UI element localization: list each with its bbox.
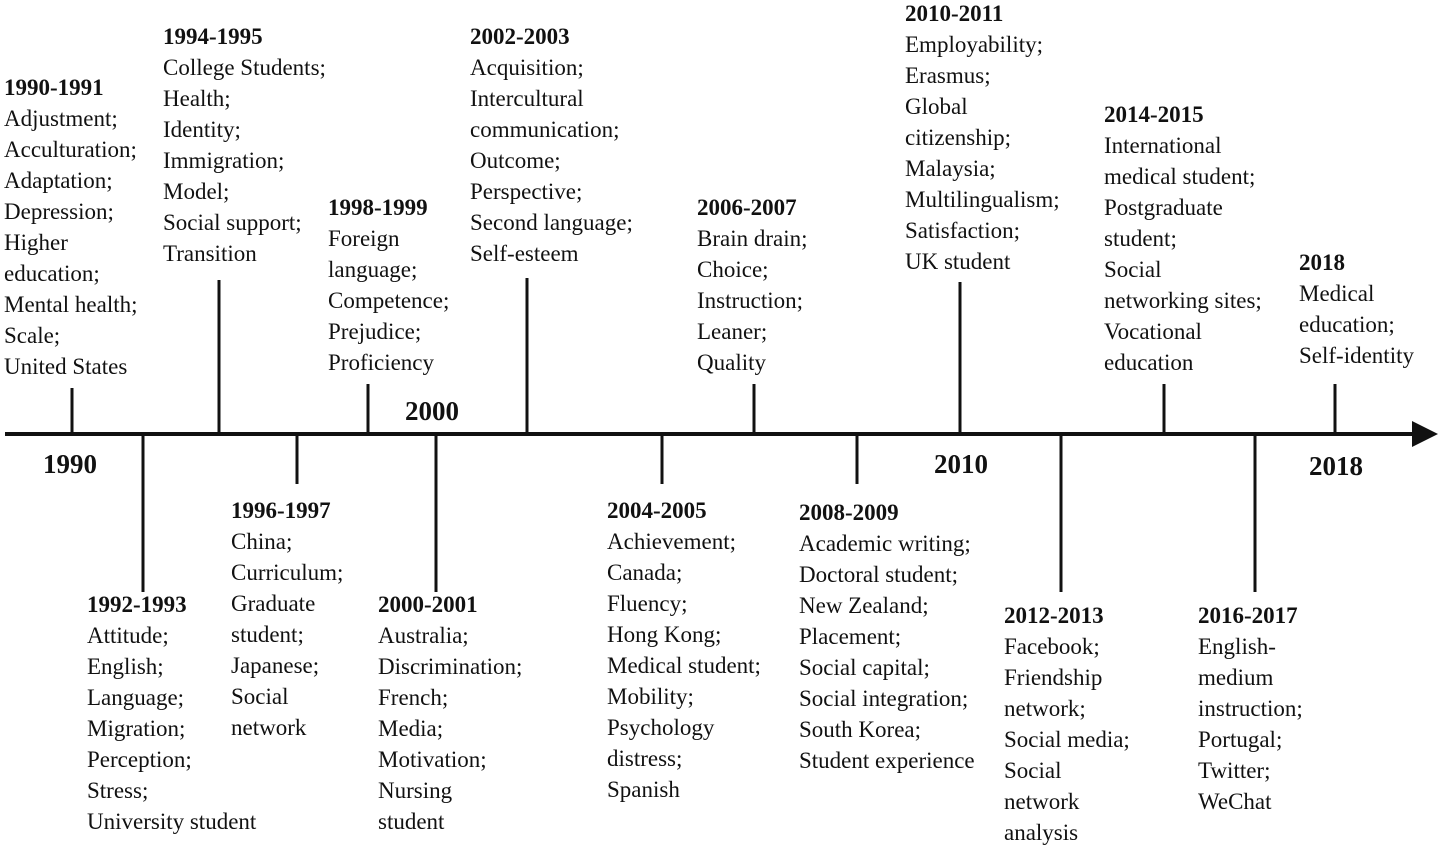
keyword: Erasmus; [905, 63, 991, 88]
keyword: Mental health; [4, 292, 138, 317]
keyword: Migration; [87, 716, 186, 741]
keyword: Twitter; [1198, 758, 1271, 783]
keyword: English; [87, 654, 164, 679]
keyword-list [1299, 278, 1414, 371]
keyword: Leaner; [697, 319, 768, 344]
keyword: United States [4, 354, 128, 379]
period-title: 1992-1993 [87, 592, 187, 617]
period-title: 2014-2015 [1104, 102, 1204, 127]
keyword: Facebook; [1004, 634, 1100, 659]
keyword: citizenship; [905, 125, 1012, 150]
keyword: Foreign [328, 226, 400, 251]
keyword: Global [905, 94, 968, 119]
period-1996-1997 [231, 495, 343, 743]
keyword: analysis [1004, 820, 1079, 845]
keyword: Malaysia; [905, 156, 996, 181]
keyword: network [231, 715, 307, 740]
period-title: 1994-1995 [163, 24, 263, 49]
keyword: Quality [697, 350, 766, 375]
keyword: Multilingualism; [905, 187, 1060, 212]
keyword: Portugal; [1198, 727, 1283, 752]
keyword: Acquisition; [470, 55, 584, 80]
keyword: Motivation; [378, 747, 487, 772]
keyword: Prejudice; [328, 319, 422, 344]
keyword: medium [1198, 665, 1274, 690]
keyword-list [1104, 130, 1262, 378]
keyword: Self-identity [1299, 343, 1414, 368]
period-2014-2015 [1104, 99, 1262, 378]
keyword: Friendship [1004, 665, 1103, 690]
keyword: Social [1104, 257, 1162, 282]
keyword: Self-esteem [470, 241, 579, 266]
keyword: Attitude; [87, 623, 169, 648]
period-2010-2011 [905, 0, 1060, 277]
keyword: Transition [163, 241, 257, 266]
keyword: Brain drain; [697, 226, 808, 251]
keyword: language; [328, 257, 418, 282]
year-label-1990: 1990 [43, 449, 97, 479]
keyword: Hong Kong; [607, 622, 722, 647]
keyword: UK student [905, 249, 1011, 274]
keyword: communication; [470, 117, 620, 142]
keyword: Psychology [607, 715, 715, 740]
keyword: distress; [607, 746, 683, 771]
keyword: Spanish [607, 777, 680, 802]
keyword: networking sites; [1104, 288, 1262, 313]
keyword: instruction; [1198, 696, 1303, 721]
period-1994-1995 [163, 21, 326, 269]
period-2000-2001 [378, 589, 522, 837]
period-2016-2017 [1198, 600, 1303, 817]
period-title: 2018 [1299, 250, 1345, 275]
keyword: Curriculum; [231, 560, 344, 585]
keyword: Satisfaction; [905, 218, 1020, 243]
keyword: Social support; [163, 210, 302, 235]
keyword: network; [1004, 696, 1086, 721]
year-label-2010: 2010 [934, 449, 988, 479]
period-title: 2000-2001 [378, 592, 478, 617]
keyword: Stress; [87, 778, 149, 803]
keyword: Graduate [231, 591, 316, 616]
period-2006-2007 [697, 192, 808, 378]
keyword: Model; [163, 179, 230, 204]
keyword: French; [378, 685, 449, 710]
keyword: Intercultural [470, 86, 584, 111]
period-1998-1999 [328, 192, 449, 378]
keyword: Social integration; [799, 686, 969, 711]
keyword-list [4, 103, 138, 382]
keyword: network [1004, 789, 1080, 814]
keyword: Acculturation; [4, 137, 137, 162]
keyword: Discrimination; [378, 654, 523, 679]
keyword: Australia; [378, 623, 469, 648]
keyword: Vocational [1104, 319, 1202, 344]
keyword: Social capital; [799, 655, 930, 680]
keyword: Outcome; [470, 148, 561, 173]
keyword: medical student; [1104, 164, 1256, 189]
keyword-list [378, 620, 522, 837]
period-title: 1996-1997 [231, 498, 331, 523]
period-title: 2010-2011 [905, 1, 1004, 26]
keyword: Immigration; [163, 148, 285, 173]
period-title: 2012-2013 [1004, 603, 1104, 628]
keyword: student; [231, 622, 304, 647]
keyword: education; [4, 261, 100, 286]
keyword: Postgraduate [1104, 195, 1223, 220]
keyword: Choice; [697, 257, 769, 282]
keyword: Proficiency [328, 350, 435, 375]
period-2004-2005 [607, 495, 761, 805]
keyword: Adaptation; [4, 168, 113, 193]
keyword: China; [231, 529, 293, 554]
keyword-list [905, 29, 1060, 277]
year-label-2018: 2018 [1309, 451, 1363, 481]
keyword: Perception; [87, 747, 192, 772]
keyword: New Zealand; [799, 593, 929, 618]
keyword: student; [1104, 226, 1177, 251]
keyword: Depression; [4, 199, 114, 224]
keyword-list [470, 52, 633, 269]
keyword: Media; [378, 716, 444, 741]
keyword: education [1104, 350, 1194, 375]
period-2008-2009 [799, 497, 975, 776]
keyword-list [1004, 631, 1130, 848]
keyword: Scale; [4, 323, 61, 348]
keyword: Nursing [378, 778, 453, 803]
keyword: Adjustment; [4, 106, 118, 131]
period-title: 2002-2003 [470, 24, 570, 49]
keyword-list [328, 223, 449, 378]
period-title: 2016-2017 [1198, 603, 1298, 628]
period-title: 2004-2005 [607, 498, 707, 523]
keyword: Identity; [163, 117, 241, 142]
keyword: Language; [87, 685, 185, 710]
keyword: South Korea; [799, 717, 922, 742]
keyword-list [607, 526, 761, 805]
keyword: Second language; [470, 210, 633, 235]
period-1990-1991 [4, 72, 138, 382]
year-label-2000: 2000 [405, 396, 459, 426]
keyword: Competence; [328, 288, 450, 313]
keyword: WeChat [1198, 789, 1272, 814]
keyword-list [1198, 631, 1303, 817]
period-2012-2013 [1004, 600, 1130, 848]
keyword: College Students; [163, 55, 326, 80]
keyword: Social [1004, 758, 1062, 783]
keyword: Health; [163, 86, 231, 111]
keyword: Higher [4, 230, 68, 255]
keyword: English- [1198, 634, 1276, 659]
keyword: University student [87, 809, 257, 834]
period-title: 1990-1991 [4, 75, 104, 100]
keyword: Fluency; [607, 591, 688, 616]
period-title: 1998-1999 [328, 195, 428, 220]
keyword-list [697, 223, 808, 378]
keyword-list [231, 526, 343, 743]
keyword: Perspective; [470, 179, 583, 204]
period-2018 [1299, 247, 1414, 371]
keyword: Mobility; [607, 684, 694, 709]
keyword: International [1104, 133, 1222, 158]
keyword-list [163, 52, 326, 269]
timeline-arrowhead [1412, 421, 1438, 447]
keyword: Placement; [799, 624, 902, 649]
keyword: Employability; [905, 32, 1043, 57]
keyword: Instruction; [697, 288, 804, 313]
keyword: Doctoral student; [799, 562, 959, 587]
keyword: Social media; [1004, 727, 1130, 752]
keyword: Medical student; [607, 653, 761, 678]
period-2002-2003 [470, 21, 633, 269]
keyword: Student experience [799, 748, 975, 773]
keyword: Medical [1299, 281, 1375, 306]
keyword: Social [231, 684, 289, 709]
keyword: student [378, 809, 445, 834]
keyword: Japanese; [231, 653, 320, 678]
keyword: Academic writing; [799, 531, 971, 556]
keyword-list [799, 528, 975, 776]
keyword: education; [1299, 312, 1395, 337]
period-title: 2008-2009 [799, 500, 899, 525]
keyword: Achievement; [607, 529, 737, 554]
period-title: 2006-2007 [697, 195, 797, 220]
keyword: Canada; [607, 560, 683, 585]
